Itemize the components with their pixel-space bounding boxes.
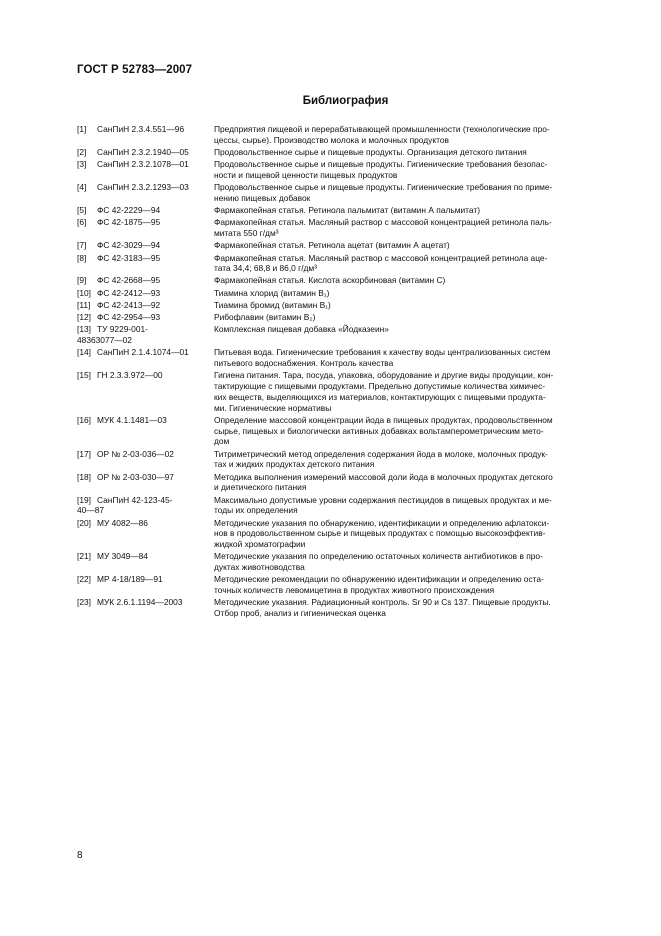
entry-document-code: ФС 42-2413—92 [97, 299, 161, 310]
entry-number: [18] [77, 471, 91, 482]
entry-description-line: Методика выполнения измерений массовой доли йода в молочных продуктах детского [214, 471, 553, 482]
bibliography-entry [77, 347, 617, 369]
entry-description [214, 217, 617, 239]
entry-reference [77, 574, 214, 596]
bibliography-entry [77, 288, 617, 299]
entry-document-code: СанПиН 2.3.2.1940—05 [97, 146, 189, 157]
entry-document-code: МУК 4.1.1481—03 [97, 414, 167, 425]
bibliography-entry [77, 518, 617, 550]
entry-description-line: жидкой хроматографии [214, 539, 306, 550]
entry-number: [3] [77, 159, 87, 170]
entry-description [214, 240, 617, 251]
entry-reference [77, 253, 214, 275]
entry-reference [77, 415, 214, 447]
entry-document-code: ГН 2.3.3.972—00 [97, 370, 163, 381]
bibliography-entry [77, 124, 617, 146]
entry-description-line: Фармакопейная статья. Ретинола пальмитат (витамин А пальмитат) [214, 205, 480, 216]
entry-document-code: СанПиН 2.1.4.1074—01 [97, 347, 189, 358]
entry-number: [22] [77, 574, 91, 585]
entry-number: [10] [77, 287, 91, 298]
bibliography-list [77, 124, 617, 620]
entry-document-code: ФС 42-3029—94 [97, 240, 161, 251]
entry-document-code: СанПиН 2.3.2.1078—01 [97, 159, 189, 170]
entry-description-line: ми. Гигиенические нормативы [214, 402, 332, 413]
entry-description [214, 574, 617, 596]
bibliography-entry [77, 253, 617, 275]
entry-description [214, 182, 617, 204]
entry-description [214, 205, 617, 216]
entry-document-code-continued: 40—87 [77, 505, 105, 516]
entry-reference [77, 495, 214, 517]
entry-description-line: сырье, пищевых и биологически активных добавках вольтамперометрическим мето- [214, 425, 544, 436]
entry-document-code: ФС 42-3183—95 [97, 252, 161, 263]
entry-description [214, 159, 617, 181]
entry-number: [5] [77, 205, 87, 216]
entry-number: [4] [77, 182, 87, 193]
entry-description-line: Методические указания по определению остаточных количеств антибиотиков в про- [214, 551, 543, 562]
entry-description-line: дуктах животноводства [214, 562, 305, 573]
entry-reference [77, 240, 214, 251]
entry-document-code: СанПиН 42-123-45- [97, 494, 173, 505]
entry-description [214, 347, 617, 369]
entry-description [214, 312, 617, 323]
entry-description-line: Рибофлавин (витамин В₂) [214, 312, 316, 323]
entry-document-code: ФС 42-2229—94 [97, 205, 161, 216]
entry-description [214, 495, 617, 517]
entry-description-line: цессы, сырье). Производство молока и молочных продуктов [214, 134, 449, 145]
entry-number: [17] [77, 448, 91, 459]
entry-number: [15] [77, 370, 91, 381]
entry-reference [77, 370, 214, 413]
entry-description [214, 551, 617, 573]
entry-document-code: МУК 2.6.1.1194—2003 [97, 597, 183, 608]
entry-description-line: Тиамина бромид (витамин В₁) [214, 299, 331, 310]
page-number: 8 [77, 850, 83, 861]
entry-description-line: Фармакопейная статья. Кислота аскорбиновая (витамин С) [214, 275, 446, 286]
entry-description-line: Питьевая вода. Гигиенические требования к качеству воды централизованных систем [214, 347, 551, 358]
entry-description-line: Методические указания по обнаружению, идентификации и определению афлатокси- [214, 517, 550, 528]
bibliography-entry [77, 597, 617, 619]
entry-reference [77, 300, 214, 311]
entry-description-line: тах и жидких продуктах детского питания [214, 459, 375, 470]
entry-description-line: Тиамина хлорид (витамин В₁) [214, 287, 330, 298]
entry-description-line: тата 34,4; 68,8 и 86,0 г/дм³ [214, 263, 317, 274]
bibliography-entry [77, 415, 617, 447]
entry-number: [2] [77, 146, 87, 157]
entry-reference [77, 324, 214, 346]
entry-document-code: ФС 42-1875—95 [97, 217, 161, 228]
bibliography-entry [77, 159, 617, 181]
entry-description-line: нению пищевых добавок [214, 192, 311, 203]
bibliography-entry [77, 182, 617, 204]
entry-description-line: дом [214, 436, 230, 447]
entry-number: [23] [77, 597, 91, 608]
entry-document-code: МР 4-18/189—91 [97, 574, 163, 585]
entry-number: [20] [77, 517, 91, 528]
bibliography-entry [77, 147, 617, 158]
entry-document-code: ТУ 9229-001- [97, 324, 148, 335]
entry-number: [1] [77, 124, 87, 134]
entry-reference [77, 124, 214, 146]
entry-document-code: СанПиН 2.3.2.1293—03 [97, 182, 189, 193]
entry-reference [77, 312, 214, 323]
entry-description-line: Отбор проб, анализ и гигиеническая оценка [214, 608, 386, 619]
entry-document-code-continued: 48363077—02 [77, 335, 132, 346]
entry-number: [16] [77, 414, 91, 425]
entry-reference [77, 518, 214, 550]
entry-description-line: Продовольственное сырье и пищевые продукты. Гигиенические требования по приме- [214, 182, 553, 193]
entry-description-line: Методические указания. Радиационный контроль. Sr 90 и Cs 137. Пищевые продукты. [214, 597, 551, 608]
entry-description [214, 518, 617, 550]
entry-description-line: Определение массовой концентрации йода в пищевых продуктах, продовольственном [214, 414, 553, 425]
entry-reference [77, 217, 214, 239]
entry-document-code: МУ 3049—84 [97, 551, 148, 562]
bibliography-entry [77, 370, 617, 413]
entry-number: [12] [77, 312, 91, 323]
entry-description [214, 472, 617, 494]
entry-description [214, 124, 617, 146]
document-code-header: ГОСТ Р 52783—2007 [77, 64, 193, 76]
bibliography-entry [77, 300, 617, 311]
entry-description-line: Гигиена питания. Тара, посуда, упаковка, оборудование и другие виды продукции, кон- [214, 370, 554, 381]
entry-description-line: Комплексная пищевая добавка «Йодказеин» [214, 324, 389, 335]
entry-description-line: Предприятия пищевой и перерабатывающей промышленности (технологические про- [214, 124, 550, 134]
entry-description-line: точных количеств левомицетина в продуктах животного происхождения [214, 585, 495, 596]
entry-description-line: ких веществ, выделяющихся из материалов, контактирующих с пищевыми продукта- [214, 391, 546, 402]
entry-number: [9] [77, 275, 87, 286]
entry-description-line: тоды их определения [214, 505, 298, 516]
entry-description [214, 597, 617, 619]
entry-reference [77, 597, 214, 619]
bibliography-entry [77, 205, 617, 216]
entry-reference [77, 147, 214, 158]
entry-number: [21] [77, 551, 91, 562]
entry-number: [11] [77, 299, 91, 310]
entry-description [214, 415, 617, 447]
entry-number: [13] [77, 324, 91, 335]
entry-document-code: МУ 4082—86 [97, 517, 148, 528]
entry-document-code: ФС 42-2412—93 [97, 287, 161, 298]
bibliography-entry [77, 240, 617, 251]
entry-number: [6] [77, 217, 87, 228]
entry-description [214, 253, 617, 275]
bibliography-entry [77, 551, 617, 573]
entry-description [214, 370, 617, 413]
entry-description-line: тактирующие с пищевыми продуктами. Предельно допустимые количества химичес- [214, 381, 546, 391]
entry-number: [7] [77, 240, 87, 251]
entry-reference [77, 205, 214, 216]
entry-description-line: митата 550 г/дм³ [214, 228, 279, 239]
entry-description-line: Продовольственное сырье и пищевые продукты. Организация детского питания [214, 146, 527, 157]
entry-description [214, 324, 617, 346]
entry-document-code: ОР № 2-03-036—02 [97, 448, 174, 459]
entry-description-line: питьевого водоснабжения. Контроль качества [214, 358, 394, 369]
entry-reference [77, 472, 214, 494]
bibliography-entry [77, 472, 617, 494]
entry-document-code: СанПиН 2.3.4.551—96 [97, 124, 185, 134]
entry-number: [8] [77, 252, 87, 263]
entry-description-line: Фармакопейная статья. Ретинола ацетат (витамин А ацетат) [214, 240, 450, 251]
entry-description-line: и диетического питания [214, 482, 307, 493]
entry-reference [77, 182, 214, 204]
entry-description [214, 449, 617, 471]
entry-description-line: Фармакопейная статья. Масляный раствор с массовой концентрацией ретинола аце- [214, 252, 548, 263]
entry-description-line: ности и пищевой ценности пищевых продуктов [214, 169, 398, 180]
entry-description-line: Методические рекомендации по обнаружению идентификации и определению оста- [214, 574, 544, 585]
entry-number: [19] [77, 494, 91, 505]
entry-reference [77, 288, 214, 299]
entry-description-line: Продовольственное сырье и пищевые продукты. Гигиенические требования безопас- [214, 159, 548, 170]
bibliography-entry [77, 217, 617, 239]
entry-document-code: ФС 42-2954—93 [97, 312, 161, 323]
bibliography-entry [77, 574, 617, 596]
bibliography-entry [77, 275, 617, 286]
entry-description [214, 275, 617, 286]
bibliography-entry [77, 449, 617, 471]
entry-description-line: нов в продовольственном сырье и пищевых продуктах с помощью высокоэффектив- [214, 528, 546, 539]
bibliography-entry [77, 495, 617, 517]
entry-description [214, 288, 617, 299]
entry-document-code: ФС 42-2668—95 [97, 275, 161, 286]
entry-description-line: Максимально допустимые уровни содержания пестицидов в пищевых продуктах и ме- [214, 494, 552, 505]
bibliography-entry [77, 312, 617, 323]
entry-reference [77, 347, 214, 369]
entry-description-line: Титриметрический метод определения содержания йода в молоке, молочных продук- [214, 448, 548, 459]
bibliography-title: Библиография [302, 95, 389, 107]
entry-description [214, 147, 617, 158]
entry-reference [77, 449, 214, 471]
entry-reference [77, 159, 214, 181]
entry-description [214, 300, 617, 311]
entry-document-code: ОР № 2-03-030—97 [97, 471, 174, 482]
entry-number: [14] [77, 347, 91, 358]
entry-description-line: Фармакопейная статья. Масляный раствор с массовой концентрацией ретинола паль- [214, 217, 552, 228]
bibliography-entry [77, 324, 617, 346]
entry-reference [77, 551, 214, 573]
entry-reference [77, 275, 214, 286]
